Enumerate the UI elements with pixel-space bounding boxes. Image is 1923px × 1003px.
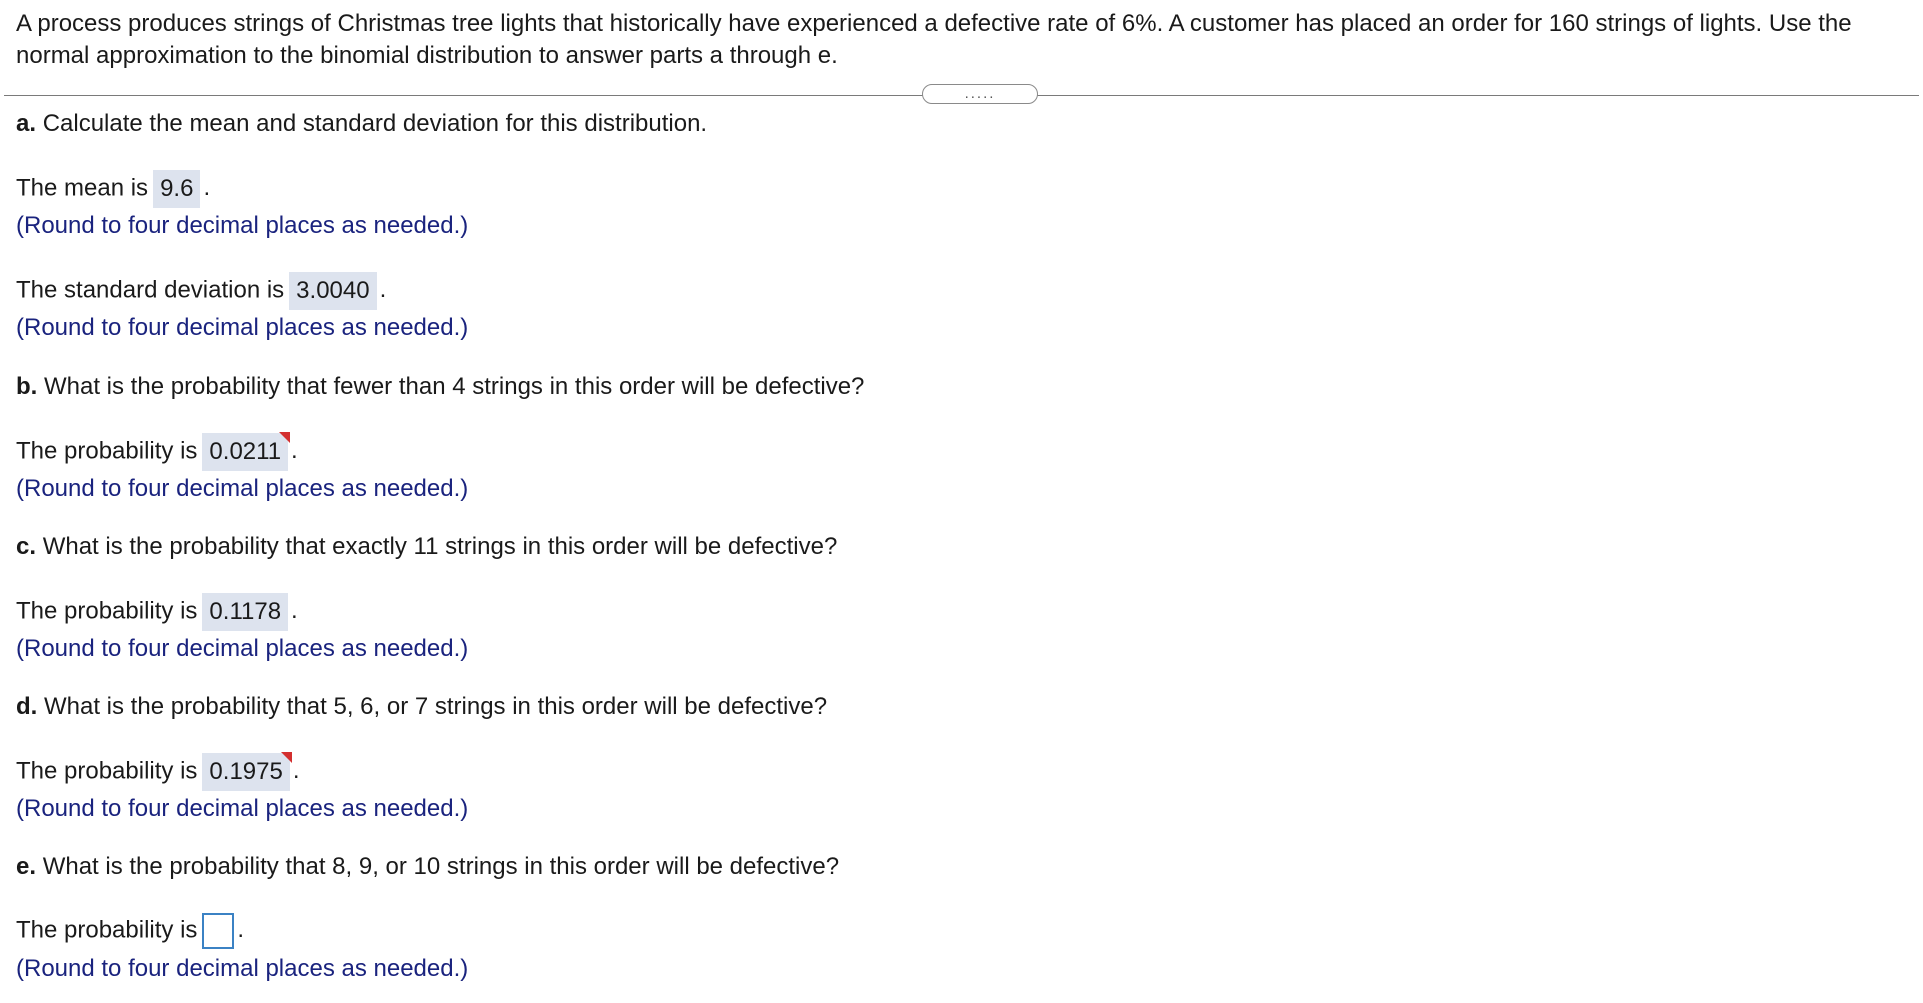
part-d-prefix: The probability is (16, 757, 198, 785)
part-c-answer-line (16, 593, 298, 631)
part-c-prefix: The probability is (16, 597, 198, 625)
mean-prefix: The mean is (16, 174, 149, 202)
part-c-period: . (291, 597, 298, 625)
part-d-letter: d. (16, 693, 38, 720)
part-e-period: . (237, 916, 245, 944)
part-a-question (16, 109, 707, 139)
part-e-question (16, 852, 839, 882)
part-c-answer[interactable]: 0.1178 (202, 593, 288, 631)
part-a-letter: a. (16, 110, 37, 137)
part-a-question-text: Calculate the mean and standard deviation for this distribution. (42, 110, 708, 137)
part-b-letter: b. (16, 373, 38, 400)
expand-more-button[interactable]: ..... (922, 84, 1038, 104)
flag-icon (281, 752, 292, 763)
part-b-answer-value: 0.0211 (209, 438, 282, 465)
mean-period: . (203, 174, 211, 202)
part-c-question (16, 532, 837, 562)
mean-round-hint: (Round to four decimal places as needed.) (16, 212, 469, 239)
sd-answer[interactable]: 3.0040 (289, 272, 376, 310)
part-b-question (16, 372, 864, 402)
part-e-prefix: The probability is (16, 916, 198, 944)
mean-answer[interactable]: 9.6 (153, 170, 200, 208)
part-d-question (16, 692, 827, 722)
part-a-mean-line (16, 170, 210, 208)
part-e-answer-input[interactable] (202, 913, 234, 949)
part-c-round-hint: (Round to four decimal places as needed.) (16, 635, 469, 662)
part-b-answer[interactable] (202, 433, 288, 471)
part-e-question-text: What is the probability that 8, 9, or 10 strings in this order will be defective? (42, 853, 840, 880)
part-d-answer[interactable] (202, 753, 289, 791)
sd-round-hint: (Round to four decimal places as needed.) (16, 314, 469, 341)
part-b-period: . (291, 437, 298, 465)
part-c-letter: c. (16, 533, 37, 560)
part-b-prefix: The probability is (16, 437, 198, 465)
part-e-letter: e. (16, 853, 37, 880)
part-e-answer-line (16, 913, 244, 949)
sd-period: . (379, 276, 387, 304)
part-c-question-text: What is the probability that exactly 11 strings in this order will be defective? (42, 533, 838, 560)
part-d-answer-value: 0.1975 (209, 758, 283, 785)
part-a-sd-line (16, 272, 386, 310)
part-d-question-text: What is the probability that 5, 6, or 7 strings in this order will be defective? (44, 693, 828, 720)
part-b-round-hint: (Round to four decimal places as needed.) (16, 475, 469, 502)
flag-icon (279, 432, 290, 443)
part-d-answer-line (16, 753, 300, 791)
sd-prefix: The standard deviation is (16, 276, 285, 304)
part-b-question-text: What is the probability that fewer than 4 strings in this order will be defective? (44, 373, 865, 400)
part-b-answer-line (16, 433, 298, 471)
problem-statement: A process produces strings of Christmas tree lights that historically have experienced a defective rate of 6%. A customer has placed an order for 160 strings of lights. Use the normal approximation to the binomial distribution to answer parts a through e. (16, 10, 1852, 69)
part-e-round-hint: (Round to four decimal places as needed.) (16, 955, 469, 982)
part-d-round-hint: (Round to four decimal places as needed.) (16, 795, 469, 822)
part-d-period: . (292, 757, 300, 785)
